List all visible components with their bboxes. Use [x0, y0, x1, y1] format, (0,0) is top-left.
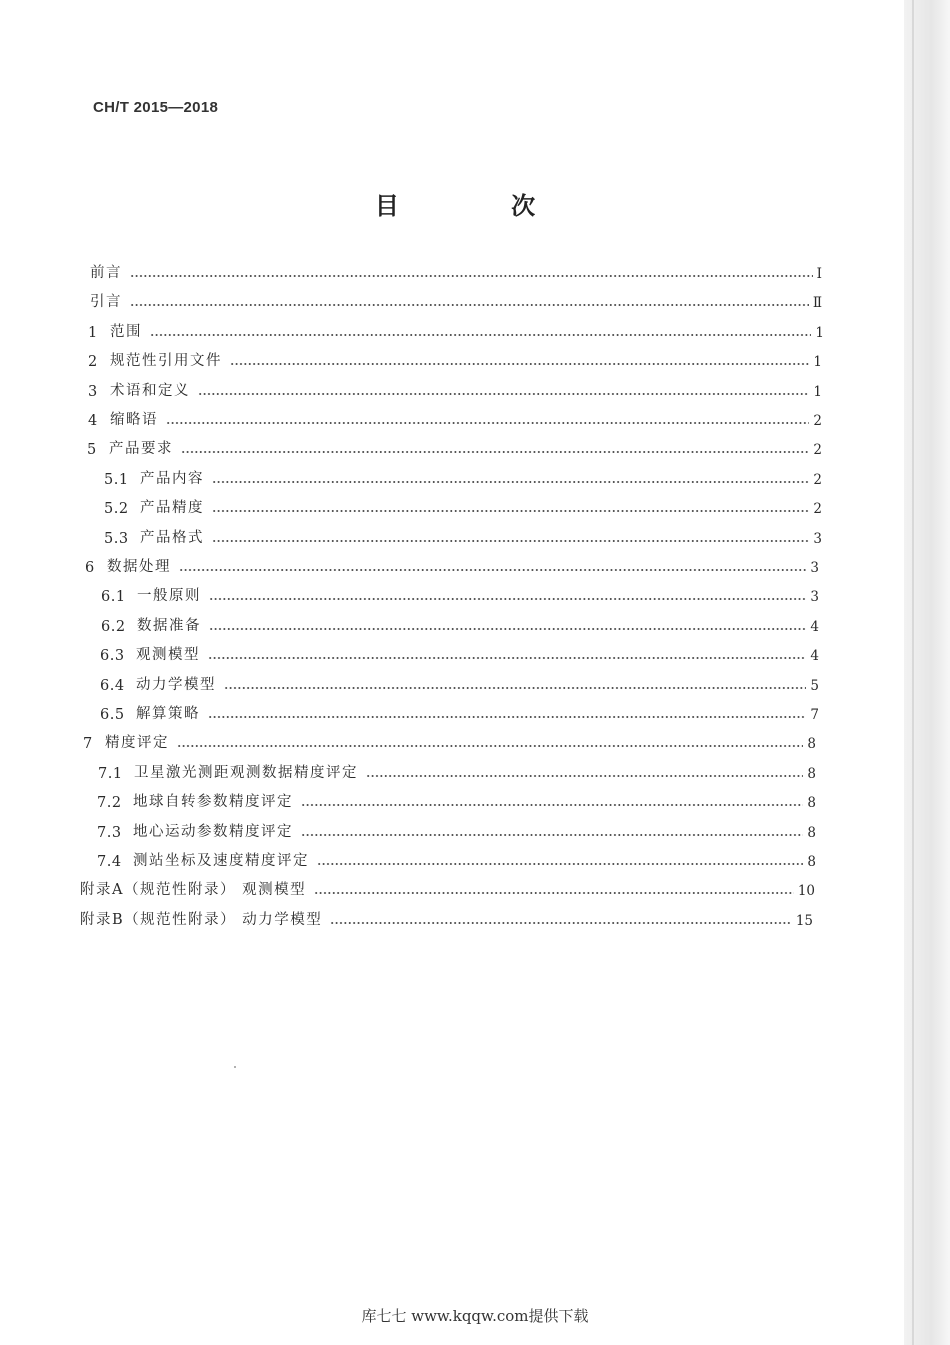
toc-leader: [208, 716, 806, 718]
toc-page: 7: [810, 707, 819, 723]
toc-number: 7.4: [97, 854, 122, 870]
toc-page: 5: [810, 677, 819, 694]
toc-label: 地球自转参数精度评定: [133, 794, 293, 811]
toc-number: 6.5: [100, 707, 125, 723]
toc-leader: [301, 834, 803, 836]
toc-page: Ⅰ: [816, 266, 822, 282]
toc-page: 4: [810, 648, 819, 665]
toc-page: 1: [813, 354, 822, 371]
toc-label: 产品精度: [140, 500, 204, 517]
toc-label: 数据准备: [137, 617, 201, 634]
toc-number: 7: [83, 736, 93, 753]
toc-page: 8: [807, 736, 816, 753]
toc-number: 4: [88, 413, 98, 429]
toc-label: 动力学模型: [136, 676, 216, 693]
toc-entry-foreword[interactable]: [90, 258, 822, 282]
toc-leader: [301, 804, 803, 806]
toc-entry-5-3[interactable]: [104, 523, 822, 547]
toc-entry-3[interactable]: [88, 376, 822, 400]
toc-page: 1: [815, 324, 824, 341]
toc-entry-6[interactable]: [85, 552, 819, 576]
toc-leader: [209, 598, 806, 600]
toc-page: 1: [813, 383, 822, 400]
toc-entry-appendix-b[interactable]: [80, 905, 813, 929]
toc-entry-5-2[interactable]: [104, 493, 822, 517]
toc-leader: [181, 451, 809, 453]
toc-entry-appendix-a[interactable]: [80, 875, 815, 899]
toc-entry-1[interactable]: [88, 317, 824, 341]
toc-entry-7-1[interactable]: [98, 758, 816, 782]
toc-leader: [209, 628, 806, 630]
toc-leader: [366, 775, 803, 777]
scan-speck: [234, 1066, 236, 1068]
toc-label: 精度评定: [105, 735, 169, 752]
toc-page: Ⅱ: [812, 295, 822, 312]
toc-label: 前言: [90, 265, 122, 281]
toc-number: 6.1: [101, 589, 126, 606]
toc-page: 2: [813, 501, 822, 518]
toc-leader: [130, 304, 809, 306]
toc-leader: [317, 863, 803, 865]
toc-entry-6-5[interactable]: [100, 699, 819, 723]
toc-page: 8: [807, 824, 816, 841]
toc-leader: [212, 510, 809, 512]
toc-number: 1: [88, 324, 98, 341]
toc-label: 地心运动参数精度评定: [133, 823, 293, 840]
toc-entry-6-3[interactable]: [100, 640, 819, 664]
toc-page: 8: [807, 795, 816, 812]
toc-leader: [179, 569, 806, 571]
toc-label: 附录B（规范性附录） 动力学模型: [80, 911, 323, 928]
toc-page: 3: [810, 589, 819, 606]
toc-label: 缩略语: [110, 412, 158, 428]
toc-leader: [150, 334, 811, 336]
toc-entry-5[interactable]: [87, 434, 822, 458]
toc-leader: [314, 892, 794, 894]
toc-number: 6.3: [100, 648, 125, 665]
document-code: CH/T 2015—2018: [93, 99, 219, 116]
toc-page: 3: [810, 560, 819, 576]
toc-entry-7-4[interactable]: [97, 846, 816, 870]
toc-label: 产品要求: [109, 441, 173, 458]
toc-leader: [130, 275, 813, 277]
toc-label: 一般原则: [137, 588, 201, 605]
toc-number: 7.3: [97, 824, 122, 841]
toc-page: 4: [810, 618, 819, 635]
toc-leader: [212, 540, 809, 542]
toc-entry-7-3[interactable]: [97, 817, 816, 841]
toc-page: 3: [813, 530, 822, 547]
toc-leader: [208, 657, 806, 659]
toc-number: 6.2: [101, 618, 126, 635]
toc-page: 2: [813, 413, 822, 429]
toc-entry-6-2[interactable]: [101, 611, 819, 635]
toc-entry-4[interactable]: [88, 405, 822, 429]
toc-number: 5: [87, 442, 97, 459]
toc-number: 5.3: [104, 530, 129, 547]
toc-label: 数据处理: [107, 559, 171, 575]
toc-page: 15: [795, 912, 813, 929]
toc-number: 7.2: [97, 795, 122, 812]
toc-leader: [224, 687, 806, 689]
toc-number: 7.1: [98, 765, 123, 782]
toc-entry-7-2[interactable]: [97, 787, 816, 811]
toc-label: 产品内容: [140, 470, 204, 487]
toc-leader: [198, 393, 809, 395]
toc-label: 观测模型: [136, 647, 200, 664]
toc-leader: [330, 922, 792, 924]
toc-label: 范围: [110, 323, 142, 340]
toc-leader: [166, 422, 809, 424]
toc-number: 6: [85, 560, 95, 576]
toc-label: 解算策略: [136, 706, 200, 722]
toc-label: 附录A（规范性附录） 观测模型: [80, 882, 307, 899]
toc-entry-6-4[interactable]: [100, 670, 819, 694]
toc-entry-7[interactable]: [83, 728, 816, 752]
toc-number: 6.4: [100, 677, 125, 694]
toc-label: 测站坐标及速度精度评定: [133, 853, 309, 869]
download-footer: 库七七 www.kqqw.com提供下载: [361, 1307, 589, 1325]
toc-page: 8: [807, 854, 816, 870]
toc-page: 2: [813, 471, 822, 488]
toc-entry-2[interactable]: [88, 346, 822, 370]
toc-page: 10: [797, 883, 815, 900]
toc-label: 术语和定义: [110, 382, 190, 399]
toc-label: 产品格式: [140, 529, 204, 546]
toc-page: 8: [807, 765, 816, 782]
toc-leader: [230, 363, 809, 365]
toc-number: 3: [88, 383, 98, 400]
toc-entry-5-1[interactable]: [104, 464, 822, 488]
toc-entry-introduction[interactable]: [90, 287, 822, 311]
toc-page: 2: [813, 442, 822, 459]
toc-number: 5.2: [104, 501, 129, 518]
toc-entry-6-1[interactable]: [101, 581, 819, 605]
toc-leader: [212, 481, 809, 483]
toc-number: 2: [88, 354, 98, 371]
toc-label: 卫星激光测距观测数据精度评定: [134, 764, 358, 781]
toc-number: 5.1: [104, 471, 129, 488]
toc-label: 引言: [90, 294, 122, 311]
toc-leader: [177, 745, 803, 747]
page-edge-shadow: [904, 0, 950, 1345]
toc-label: 规范性引用文件: [110, 353, 222, 370]
page-title: 目 次: [374, 192, 588, 220]
